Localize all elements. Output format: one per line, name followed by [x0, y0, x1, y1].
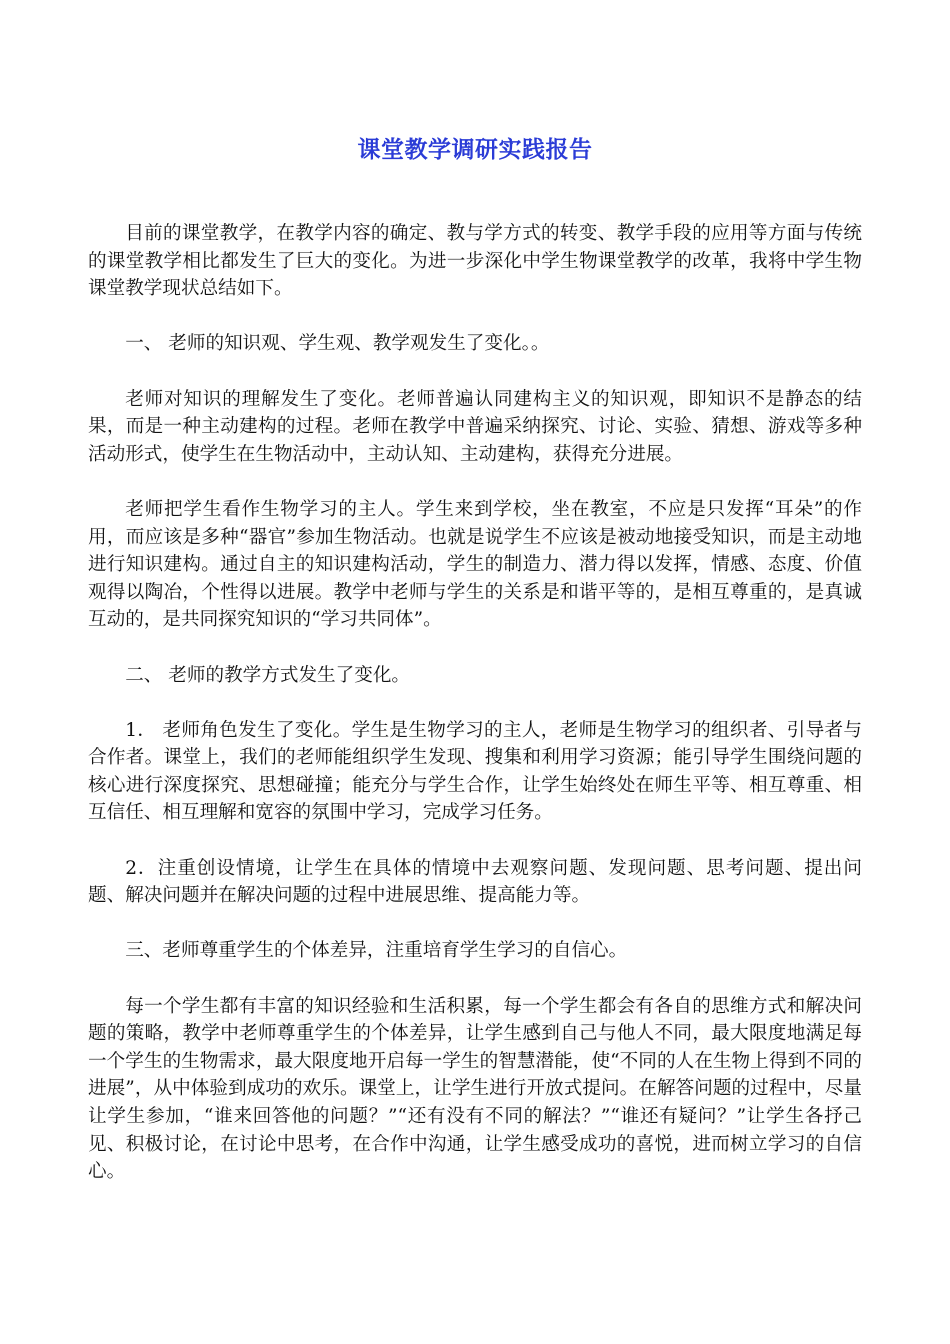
paragraph-teacher-role: 1． 老师角色发生了变化。学生是生物学习的主人，老师是生物学习的组织者、引导者与合作者。课堂上，我们的老师能组织学生发现、搜集和利用学习资源；能引导学生围绕问题的核心进行深度探究、思想碰撞；能充分与学生合作，让学生始终处在师生平等、相互尊重、相互信任、相互理解和宽容的氛围中学习，完成学习任务。	[88, 719, 862, 824]
document-page	[88, 0, 862, 1344]
paragraph-intro: 目前的课堂教学，在教学内容的确定、教与学方式的转变、教学手段的应用等方面与传统的课堂教学相比都发生了巨大的变化。为进一步深化中学生物课堂教学的改革，我将中学生物课堂教学现状总结如下。	[88, 223, 862, 300]
section-heading-2: 二、 老师的教学方式发生了变化。	[125, 664, 411, 686]
paragraph-situation: 2．注重创设情境，让学生在具体的情境中去观察问题、发现问题、思考问题、提出问题、解决问题并在解决问题的过程中进展思维、提高能力等。	[88, 857, 862, 907]
section-heading-3: 三、老师尊重学生的个体差异，注重培育学生学习的自信心。	[125, 940, 628, 962]
paragraph-knowledge-view: 老师对知识的理解发生了变化。老师普遍认同建构主义的知识观，即知识不是静态的结果，而是一种主动建构的过程。老师在教学中普遍采纳探究、讨论、实验、猜想、游戏等多种活动形式，使学生在生物活动中，主动认知、主动建构，获得充分进展。	[88, 388, 862, 465]
document-body	[88, 220, 862, 1213]
document-title: 课堂教学调研实践报告	[357, 137, 593, 163]
paragraph-individual-differences: 每一个学生都有丰富的知识经验和生活积累，每一个学生都会有各自的思维方式和解决问题的策略，教学中老师尊重学生的个体差异，让学生感到自己与他人不同，最大限度地满足每一个学生的生物需求，最大限度地开启每一学生的智慧潜能，使“不同的人在生物上得到不同的进展”，从中体验到成功的欢乐。课堂上，让学生进行开放式提问。在解答问题的过程中，尽量让学生参加，“谁来回答他的问题？”“还有没有不同的解法？”“谁还有疑问？”让学生各抒己见、积极讨论，在讨论中思考，在合作中沟通，让学生感受成功的喜悦，进而树立学习的自信心。	[88, 995, 862, 1183]
paragraph-student-view: 老师把学生看作生物学习的主人。学生来到学校，坐在教室，不应是只发挥“耳朵”的作用，而应该是多种“器官”参加生物活动。也就是说学生不应该是被动地接受知识，而是主动地进行知识建构。通过自主的知识建构活动，学生的制造力、潜力得以发挥，情感、态度、价值观得以陶冶，个性得以进展。教学中老师与学生的关系是和谐平等的，是相互尊重的，是真诚互动的，是共同探究知识的“学习共同体”。	[88, 498, 862, 631]
section-heading-1: 一、 老师的知识观、学生观、教学观发生了变化。。	[125, 333, 550, 355]
